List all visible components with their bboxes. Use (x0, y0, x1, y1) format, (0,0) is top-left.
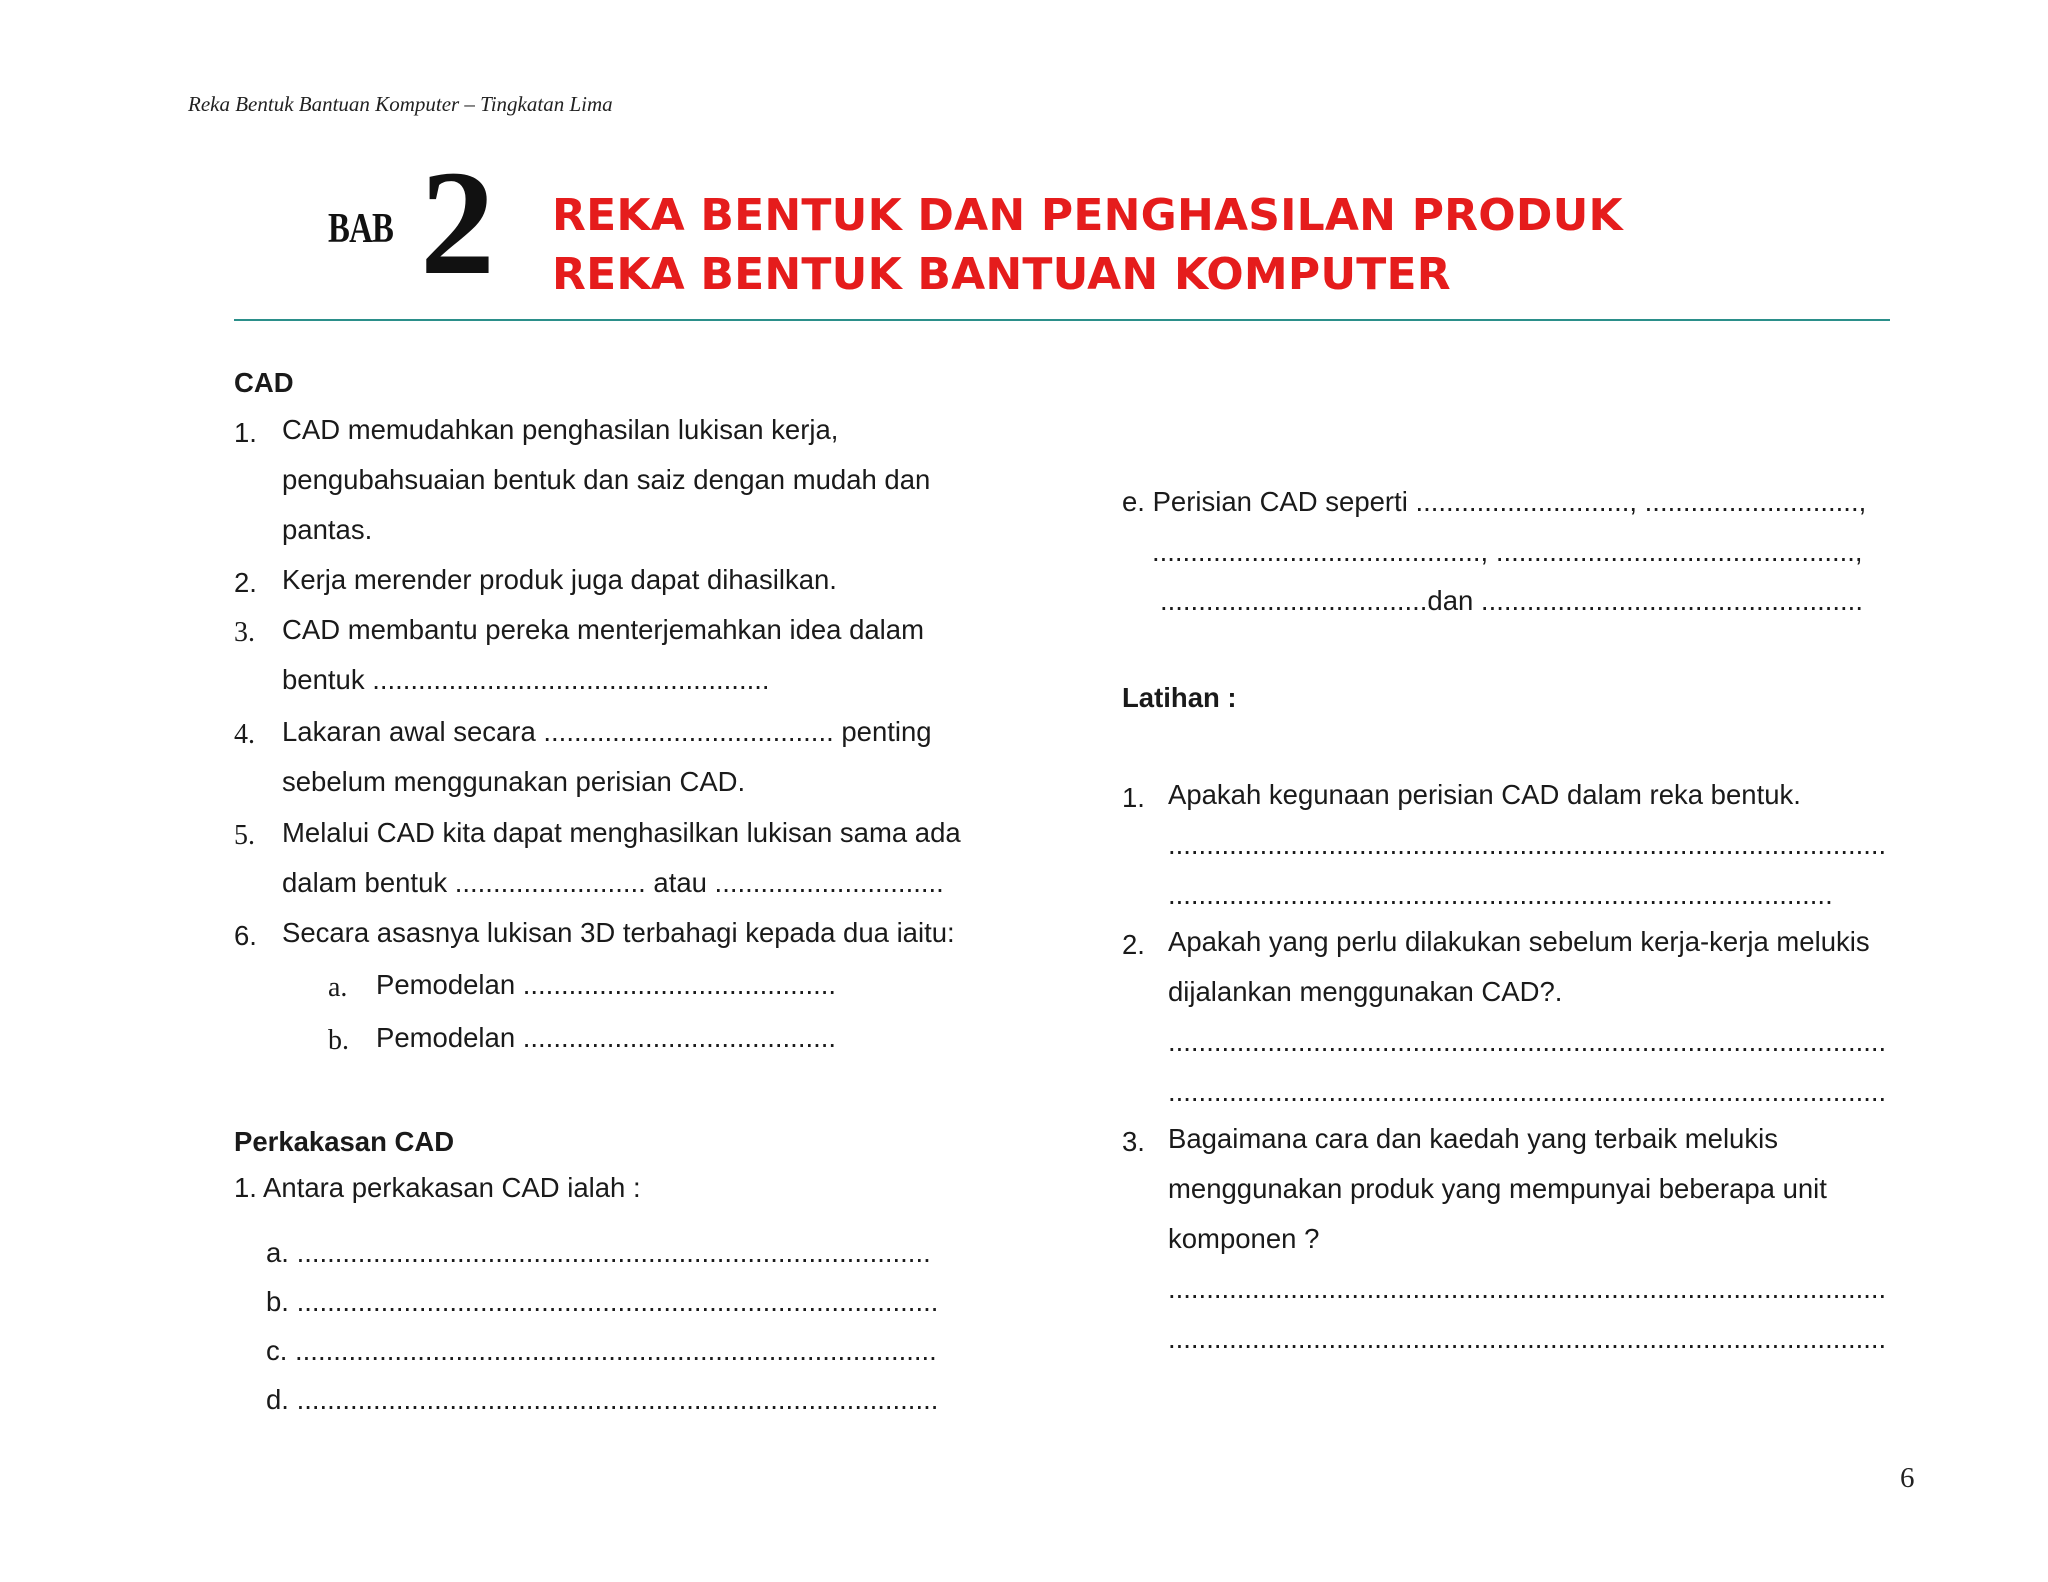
item-text (282, 908, 955, 958)
item-text (282, 405, 930, 555)
question-line: dijalankan menggunakan CAD?. (1168, 976, 1563, 1007)
item-text (282, 707, 932, 807)
item-line: Melalui CAD kita dapat menghasilkan lukisan sama ada (282, 817, 961, 848)
question-line: menggunakan produk yang mempunyai beberapa unit (1168, 1173, 1827, 1204)
section-heading-cad: CAD (234, 367, 294, 398)
item-text (282, 808, 961, 908)
question-line: Bagaimana cara dan kaedah yang terbaik melukis (1168, 1123, 1778, 1154)
answer-blank[interactable]: d. .................................................................................... (266, 1384, 939, 1415)
item-number: 6. (234, 920, 257, 951)
chapter-title (552, 186, 1623, 304)
section-heading-tools: Perkakasan CAD (234, 1126, 455, 1157)
answer-line[interactable]: .............................................................................................. (1168, 1026, 1887, 1057)
question-text (1168, 917, 1886, 1117)
item-text (282, 555, 837, 605)
item-line: CAD memudahkan penghasilan lukisan kerja, (282, 414, 839, 445)
question-number: 3. (1122, 1126, 1145, 1157)
item-line: Kerja merender produk juga dapat dihasilkan. (282, 564, 837, 595)
item-number: 5. (234, 820, 255, 851)
question-text (1168, 1114, 1886, 1364)
item-text (282, 605, 924, 705)
subitem-letter: b. (328, 1025, 349, 1056)
question-number: 1. (1122, 782, 1145, 813)
question-number: 2. (1122, 929, 1145, 960)
answer-blank[interactable]: c. .................................................................................... (266, 1335, 937, 1366)
software-item-line-1: e. Perisian CAD seperti ............................, ............................, (1122, 486, 1867, 517)
item-line: Lakaran awal secara ...................................... penting (282, 716, 932, 747)
item-line: bentuk .................................................... (282, 664, 770, 695)
item-line: dalam bentuk ......................... atau .............................. (282, 867, 944, 898)
item-line: CAD membantu pereka menterjemahkan idea dalam (282, 614, 924, 645)
tools-intro: 1. Antara perkakasan CAD ialah : (234, 1172, 641, 1203)
chapter-title-line-2: REKA BENTUK BANTUAN KOMPUTER (552, 249, 1451, 300)
chapter-number: 2 (420, 140, 495, 306)
answer-line[interactable]: .............................................................................................. (1168, 1323, 1887, 1354)
chapter-title-line-1: REKA BENTUK DAN PENGHASILAN PRODUK (552, 190, 1623, 241)
header-divider (234, 319, 1890, 321)
answer-blank[interactable]: a. ................................................................................... (266, 1237, 931, 1268)
answer-blank[interactable]: b. .................................................................................... (266, 1286, 939, 1317)
item-number: 2. (234, 567, 257, 598)
question-line: Apakah kegunaan perisian CAD dalam reka bentuk. (1168, 779, 1801, 810)
running-header: Reka Bentuk Bantuan Komputer – Tingkatan Lima (188, 92, 613, 116)
subitem-text: Pemodelan ......................................... (376, 969, 837, 1000)
software-item-line-2[interactable]: ..........................................., ..............................................., (1152, 536, 1863, 567)
item-line: pengubahsuaian bentuk dan saiz dengan mudah dan (282, 464, 931, 495)
subitem-letter: a. (328, 972, 348, 1003)
item-number: 3. (234, 617, 255, 648)
answer-line[interactable]: ....................................................................................... (1168, 879, 1833, 910)
section-heading-exercise: Latihan : (1122, 682, 1237, 713)
item-line: pantas. (282, 514, 373, 545)
item-line: Secara asasnya lukisan 3D terbahagi kepada dua iaitu: (282, 917, 955, 948)
software-item-line-3[interactable]: ...................................dan .................................................. (1160, 585, 1863, 616)
question-line: Apakah yang perlu dilakukan sebelum kerja-kerja melukis (1168, 926, 1870, 957)
question-text (1168, 770, 1886, 920)
answer-line[interactable]: .............................................................................................. (1168, 829, 1887, 860)
item-number: 4. (234, 719, 255, 750)
item-number: 1. (234, 417, 257, 448)
subitem-text: Pemodelan ......................................... (376, 1022, 837, 1053)
page-number: 6 (1900, 1462, 1915, 1494)
chapter-label: BAB (328, 206, 394, 252)
answer-line[interactable]: .............................................................................................. (1168, 1273, 1887, 1304)
question-line: komponen ? (1168, 1223, 1320, 1254)
item-line: sebelum menggunakan perisian CAD. (282, 766, 746, 797)
answer-line[interactable]: .............................................................................................. (1168, 1076, 1887, 1107)
